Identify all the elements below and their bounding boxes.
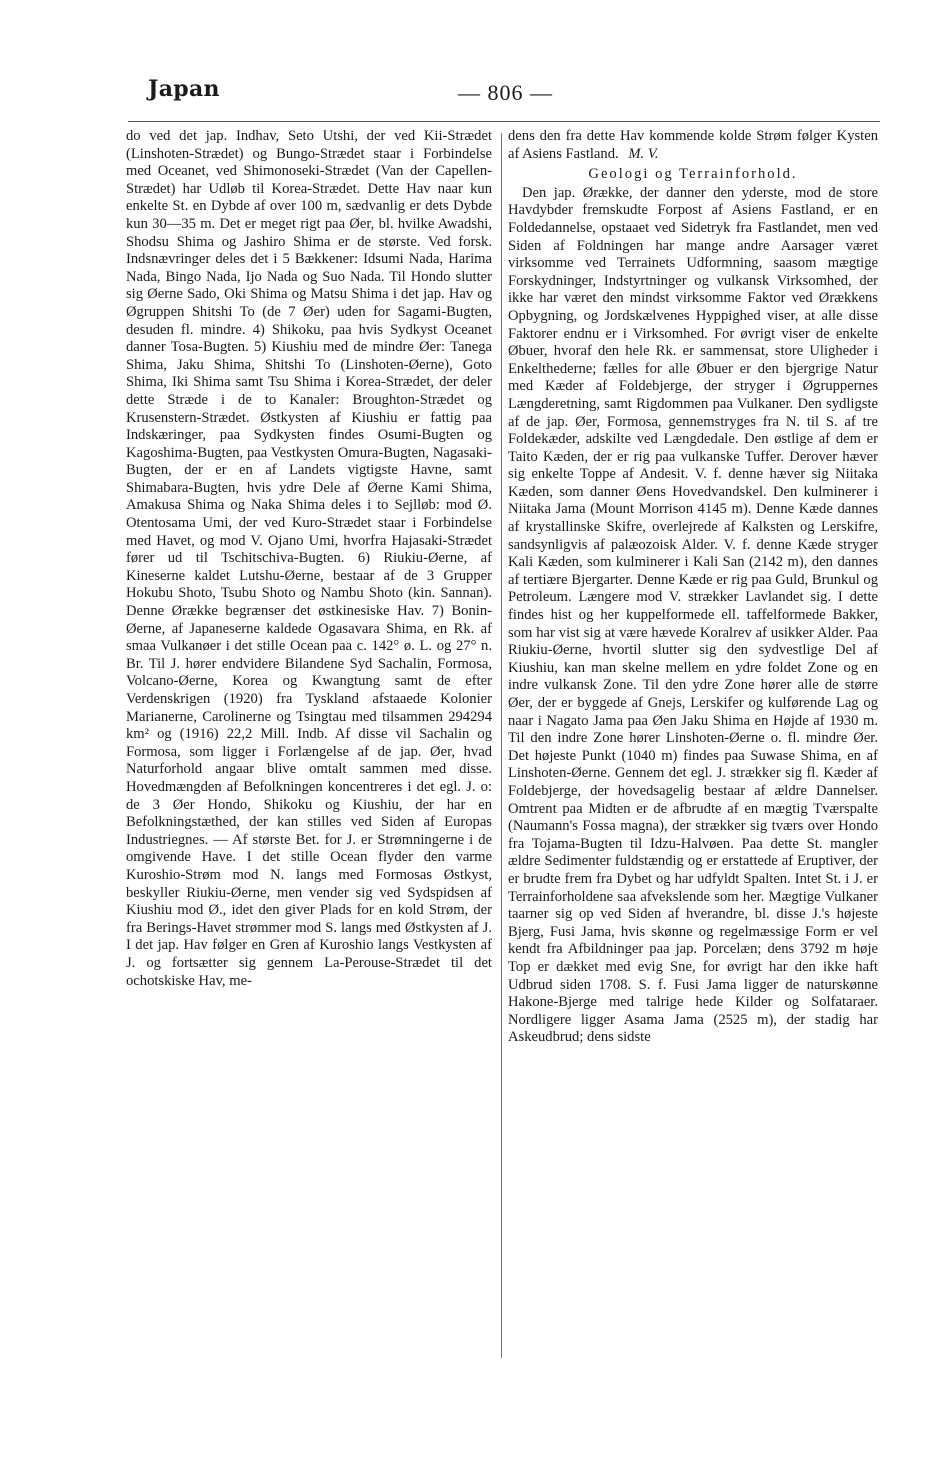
header-rule (128, 121, 880, 122)
page-number: — 806 — (458, 80, 553, 105)
right-column (508, 128, 878, 1047)
section-heading: Geologi og Terrainforhold. (588, 166, 798, 183)
page-header (0, 0, 928, 125)
right-intro-text: dens den fra dette Hav kommende kolde Strøm følger Kysten af Asiens Fastland. (508, 128, 878, 162)
author-signature: M. V. (628, 145, 659, 162)
left-column-text: do ved det jap. Indhav, Seto Utshi, der ved Kii-Strædet (Linshoten-Strædet) og Bungo-Strædet staar i Forbindelse med Oceanet, ved Shimonoseki-Strædet (Van der Capellen-Strædet) har Udløb til Korea-Strædet. Dette Hav naar kun enkelte St. en Dybde af over 100 m, sædvanlig er dets Dybde kun 30—35 m. Det er meget rigt paa Øer, bl. hvilke Awadshi, Shodsu Shima og Jashiro Shima er de største. Ved forsk. Indsnævringer deles det i 5 Bækkener: Idsumi Nada, Harima Nada, Bingo Nada, Ijo Nada og Suo Nada. Til Hondo slutter sig Øerne Sado, Oki Shima og Matsu Shima i det jap. Hav og Øgruppen Shitshi To (de 7 Øer) uden for Sagami-Bugten, desuden fl. mindre. 4) Shikoku, paa hvis Sydkyst Oceanet danner Tosa-Bugten. 5) Kiushiu med de mindre Øer: Tanega Shima, Jaku Shima, Shitshi To (Linshoten-Øerne), Goto Shima, Iki Shima samt Tsu Shima i Korea-Strædet, der deler dette Stræde i de to Kanaler: Broughton-Strædet og Krusenstern-Strædet. Østkysten af Kiushiu er fattig paa Indskæringer, paa Sydkysten findes Osumi-Bugten og Kagoshima-Bugten, paa Vestkysten Omura-Bugten, Nagasaki-Bugten, der er en af Landets vigtigste Havne, samt Shimabara-Bugten, hvis ydre Dele af Øerne Kami Shima, Amakusa Shima og Naka Shima deles i to Sejlløb: mod Ø. Otentosama Umi, der ved Kuro-Strædet staar i Forbindelse med Havet, og mod V. Ojano Umi, hvorfra Hajasaki-Strædet fører ud til Tschitschiva-Bugten. 6) Riukiu-Øerne, af Kineserne kaldet Lutshu-Øerne, bestaar af de 3 Grupper Hokubu Shoto, Tsubu Shoto og Nambu Shoto (kin. Sannan). Denne Ørække begrænser det østkinesiske Hav. 7) Bonin-Øerne, af Japaneserne kaldede Ogasavara Shima, en Rk. af smaa Vulkanøer i det stille Ocean paa c. 142° ø. L. og 27° n. Br. Til J. hører endvidere Bilandene Syd Sachalin, Formosa, Volcano-Øerne, Korea og Kwangtung samt de efter Verdenskrigen (1920) fra Tyskland afstaaede Kolonier Marianerne, Carolinerne og Tsingtau med tilsammen 294294 km² og (1916) 22,2 Mill. Indb. Af disse vil Sachalin og Formosa, som ligger i Forlængelse af de jap. Øer, hvad Naturforhold angaar blive omtalt sammen med disse. Hovedmængden af Befolkningen koncentreres i det egl. J. o: de 3 Øer Hondo, Shikoku og Kiushiu, der har en Befolkningstæthed, der kan stilles ved Siden af Europas Industriegnes. — Af største Bet. for J. er Strømningerne i de omgivende Have. I det stille Ocean flyder den varme Kuroshio-Strøm mod N. langs med Formosas Østkyst, beskyller Riukiu-Øerne, men vender sig ved Sydspidsen af Kiushiu mod Ø., idet den giver Plads for en kold Strøm, der fra Berings-Havet strømmer mod S. langs med Østkysten af J. I det jap. Hav følger en Gren af Kuroshio langs Vestkysten af J. og fortsætter sig gennem La-Perouse-Strædet til det ochotskiske Hav, me- (126, 128, 492, 989)
right-intro-paragraph (508, 128, 878, 163)
section-body-text: Den jap. Ørække, der danner den yderste, mod de store Havdybder fremskudte Forpost af Asiens Fastland, er en Foldedannelse, opstaaet ved Sidetryk fra Fastlandet, men ved Siden af Foldningen har mange andre Aarsager været virksomme ved Terrainets Udformning, saasom mægtige Forskydninger, Indstyrtninger og vulkansk Virksomhed, der ikke har været den mindst virksomme Faktor ved Ørækkens Opbygning, og Jordskælvenes Hyppighed viser, at alle disse Faktorer endnu er i Virksomhed. For øvrigt viser de enkelte Øbuer, hvoraf den hele Rk. er sammensat, store Uligheder i Enkelthederne; fælles for alle Øbuer er den bjergrige Natur med Kæder af Foldebjerge, der stryger i Øgruppernes Længderetning, samt Rigdommen paa Vulkaner. Den sydligste af de jap. Øer, Formosa, gennemstryges fra N. til S. af tre Foldekæder, adskilte ved Længdedale. Den østlige af dem er Taito Kæden, der er rig paa vulkanske Tuffer. Derover hæver sig enkelte Toppe af Andesit. V. f. denne hæver sig Niitaka Kæden, som danner Øens Hovedvandskel. Den kulminerer i Niitaka Jama (Mount Morrison 4145 m). Denne Kæde dannes af krystallinske Skifre, overlejrede af Kalksten og Lerskifre, sandsynligvis af palæozoisk Alder. V. f. denne Kæde stryger Kali Kæden, som kulminerer i Kali San (2142 m), den dannes af tertiære Bjergarter. Denne Kæde er rig paa Guld, Brunkul og Petroleum. Længere mod V. strækker Lavlandet sig. I dette findes hist og her kuppelformede ell. taffelformede Bakker, som har vist sig at være hævede Koralrev af usikker Alder. Paa Riukiu-Øerne, hvortil slutter sig den sydvestlige Del af Kiushiu, kan man skelne mellem en ydre foldet Zone og en indre vulkansk Zone. Til den ydre Zone hører alle de større Øer, der er byggede af Gnejs, Lerskifer og kulførende Lag og naar i Nagato Jama paa Øen Jaku Shima en Højde af 1930 m. Til den indre Zone hører Linshoten-Øerne o. fl. mindre Øer. Det højeste Punkt (1040 m) findes paa Suwase Shima, en af Linshoten-Øerne. Gennem det egl. J. strækker sig fl. Kæder af Foldebjerge, der hovedsagelig bestaar af ældre Dannelser. Omtrent paa Midten er de afbrudte af en mægtig Tværspalte (Naumann's Fossa magna), der strækker sig tværs over Hondo fra Tojama-Bugten til Idzu-Halvøen. Paa dette St. mangler ældre Sedimenter fuldstændig og er erstattede af Eruptiver, der er brudte frem fra Dybet og har udfyldt Spalten. Intet St. i J. er Terrainforholdene saa afvekslende som her. Mægtige Vulkaner taarner sig op ved Siden af hverandre, bl. disse J.'s højeste Bjerg, Fusi Jama, hvis skønne og regelmæssige Form er vel kendt fra Afbildninger paa jap. Porcelæn; dens 3792 m høje Top er dækket med evig Sne, for øvrigt har den ikke haft Udbrud siden 1708. S. f. Fusi Jama ligger de naturskønne Hakone-Bjerge med talrige hede Kilder og Solfataraer. Nordligere ligger Asama Jama (2525 m), der stadig har Askeudbrud; dens sidste (508, 184, 878, 1046)
running-title: Japan (148, 76, 220, 102)
left-column (126, 128, 492, 990)
column-divider (501, 133, 502, 1358)
